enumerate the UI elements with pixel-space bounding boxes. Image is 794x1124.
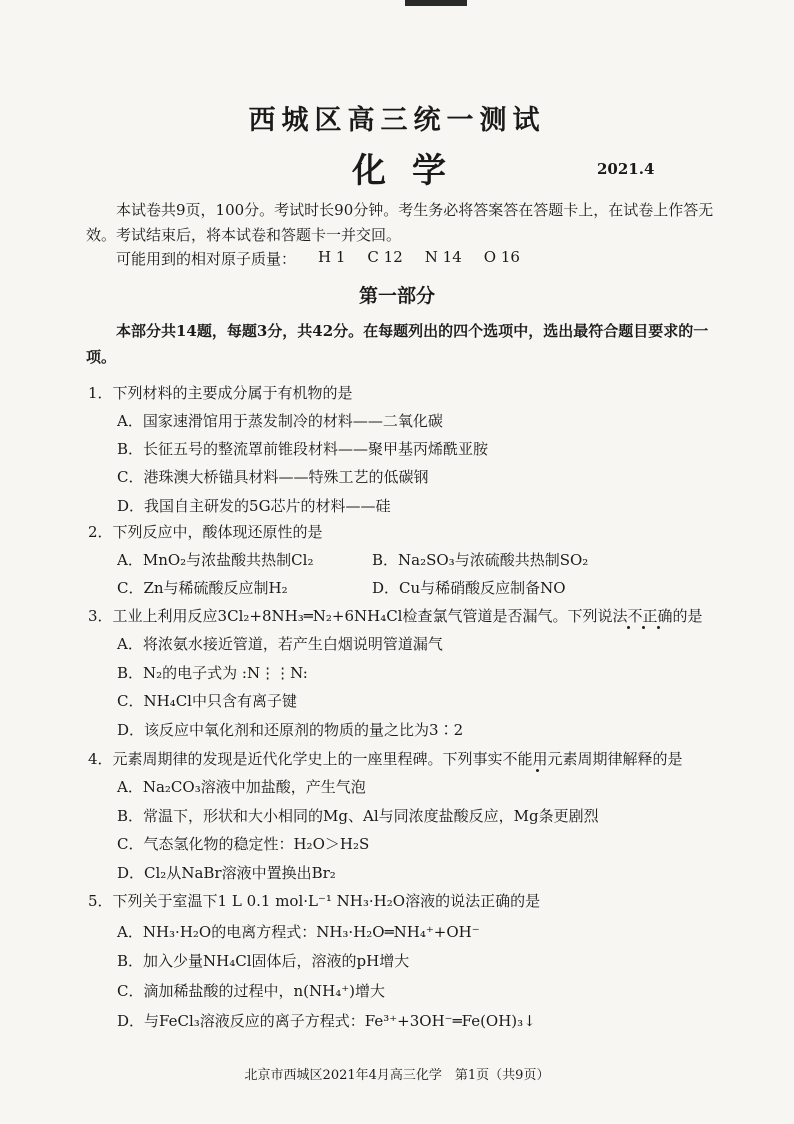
question-5-option-c: C．滴加稀盐酸的过程中，n(NH₄⁺)增大 (117, 982, 385, 1000)
emphasis-dot (536, 769, 539, 772)
part-title: 第一部分 (358, 285, 435, 307)
question-5-option-b: B．加入少量NH₄Cl固体后，溶液的pH增大 (117, 952, 410, 970)
question-1-option-d: D．我国自主研发的5G芯片的材料——硅 (117, 497, 391, 515)
question-4-option-b: B．常温下，形状和大小相同的Mg、Al与同浓度盐酸反应，Mg条更剧烈 (117, 807, 599, 825)
question-5-option-d: D．与FeCl₃溶液反应的离子方程式：Fe³⁺+3OH⁻═Fe(OH)₃↓ (117, 1012, 536, 1030)
question-1-option-b: B．长征五号的整流罩前锥段材料——聚甲基丙烯酰亚胺 (117, 440, 489, 458)
atomic-masses (116, 248, 520, 269)
part-description: 本部分共14题，每题3分，共42分。在每题列出的四个选项中，选出最符合题目要求的一项。 (86, 322, 709, 366)
emphasis-dot (627, 626, 630, 629)
exam-title: 西城区高三统一测试 (248, 105, 546, 136)
question-2-option-b: B．Na₂SO₃与浓硫酸共热制SO₂ (372, 551, 589, 569)
atomic-mass-h: H 1 (318, 248, 346, 266)
scan-mark (405, 0, 467, 6)
subject-title: 化学 (352, 151, 472, 191)
question-5-stem: 5．下列关于室温下1 L 0.1 mol·L⁻¹ NH₃·H₂O溶液的说法正确的是 (88, 892, 541, 910)
question-3-option-c: C．NH₄Cl中只含有离子键 (117, 692, 297, 710)
instructions: 本试卷共9页，100分。考试时长90分钟。考生务必将答案答在答题卡上，在试卷上作答无效。考试结束后，将本试卷和答题卡一并交回。 (86, 201, 714, 244)
question-2-option-d: D．Cu与稀硝酸反应制备NO (372, 579, 566, 597)
question-5-option-a: A．NH₃·H₂O的电离方程式：NH₃·H₂O═NH₄⁺+OH⁻ (117, 923, 480, 941)
atomic-mass-o: O 16 (483, 248, 520, 266)
page-footer: 北京市西城区2021年4月高三化学 第1页（共9页） (244, 1068, 550, 1083)
question-1-option-c: C．港珠澳大桥锚具材料——特殊工艺的低碳钢 (117, 468, 429, 486)
question-4-stem: 4．元素周期律的发现是近代化学史上的一座里程碑。下列事实不能用元素周期律解释的是 (88, 750, 683, 768)
question-3-option-a: A．将浓氨水接近管道，若产生白烟说明管道漏气 (117, 635, 443, 653)
atomic-mass-n: N 14 (424, 248, 462, 266)
emphasis-dot (642, 626, 645, 629)
atomic-masses-label: 可能用到的相对原子质量： (116, 250, 297, 268)
emphasis-dot (657, 626, 660, 629)
question-1-stem: 1．下列材料的主要成分属于有机物的是 (88, 384, 353, 402)
question-3-option-d: D．该反应中氧化剂和还原剂的物质的量之比为3∶2 (117, 721, 464, 739)
question-2-option-c: C．Zn与稀硫酸反应制H₂ (117, 579, 288, 597)
question-4-option-a: A．Na₂CO₃溶液中加盐酸，产生气泡 (117, 778, 366, 796)
atomic-mass-c: C 12 (367, 248, 403, 266)
question-3-option-b: B．N₂的电子式为 :N⋮⋮N: (117, 664, 308, 682)
question-2-option-a: A．MnO₂与浓盐酸共热制Cl₂ (117, 551, 314, 569)
question-4-option-d: D．Cl₂从NaBr溶液中置换出Br₂ (117, 864, 336, 882)
question-3-stem: 3．工业上利用反应3Cl₂+8NH₃═N₂+6NH₄Cl检查氯气管道是否漏气。下列说法不正确的是 (88, 607, 703, 625)
question-1-option-a: A．国家速滑馆用于蒸发制冷的材料——二氧化碳 (117, 412, 443, 430)
question-2-stem: 2．下列反应中，酸体现还原性的是 (88, 523, 323, 541)
question-4-option-c: C．气态氢化物的稳定性：H₂O＞H₂S (117, 835, 370, 853)
exam-date: 2021.4 (597, 160, 655, 178)
